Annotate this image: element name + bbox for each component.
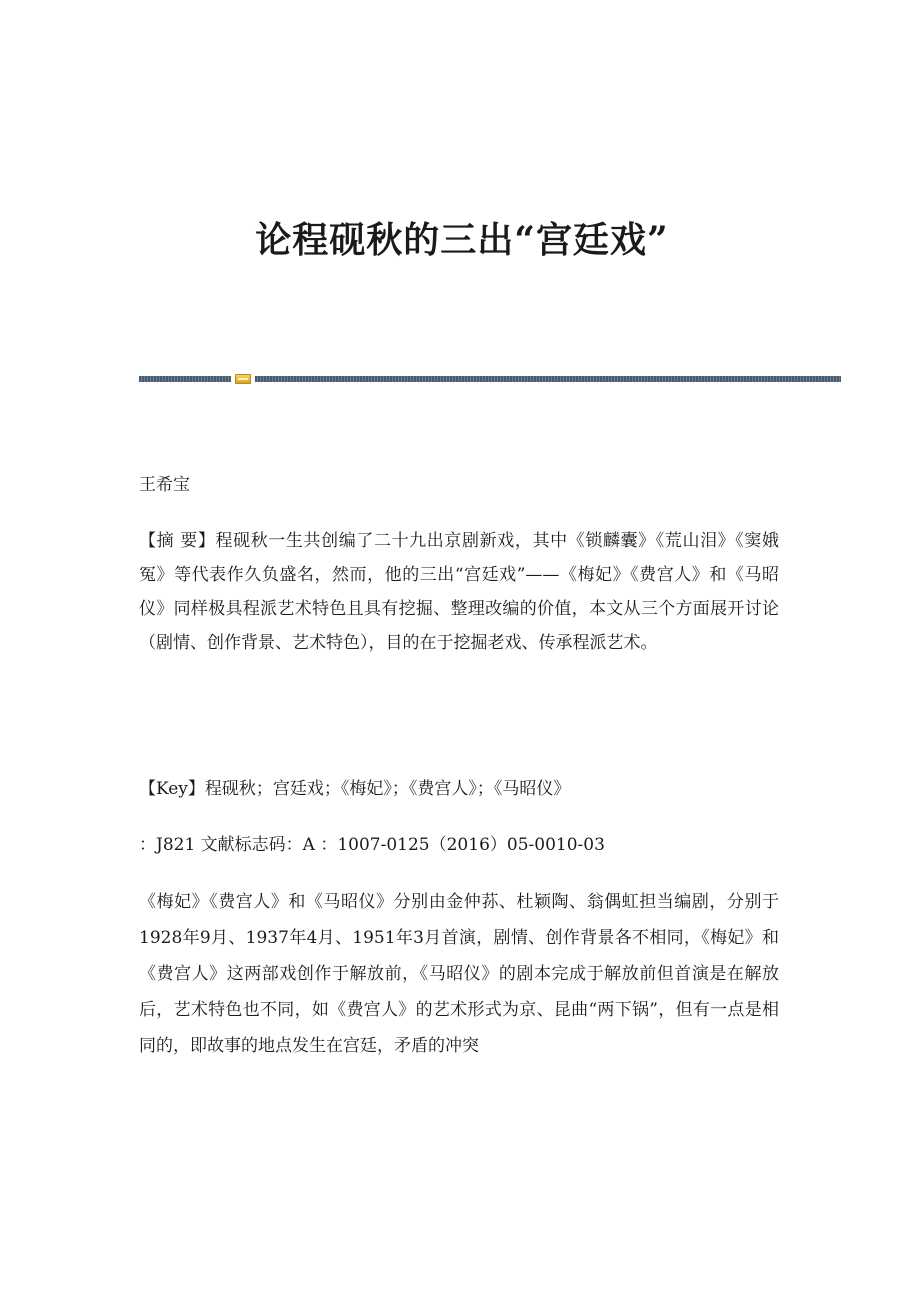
body-paragraph: [139, 884, 779, 1064]
keywords-label: 【Key】: [139, 779, 205, 799]
author-name: 王希宝: [139, 475, 190, 495]
abstract-label: 【摘 要】: [139, 531, 216, 551]
abstract-text: 程砚秋一生共创编了二十九出京剧新戏，其中《锁麟囊》《荒山泪》《窦娥冤》等代表作久负盛名，然而，他的三出“宫廷戏”——《梅妃》《费宫人》和《马昭仪》同样极具程派艺术特色且具有挖掘、整理改编的价值，本文从三个方面展开讨论（剧情、创作背景、艺术特色），目的在于挖掘老戏、传承程派艺术。: [139, 531, 780, 653]
body-paragraph-text: 《梅妃》《费宫人》和《马昭仪》分别由金仲荪、杜颖陶、翁偶虹担当编剧，分别于1928年9月、1937年4月、1951年3月首演，剧情、创作背景各不相同，《梅妃》和《费宫人》这两部戏创作于解放前，《马昭仪》的剧本完成于解放前但首演是在解放后，艺术特色也不同，如《费宫人》的艺术形式为京、昆曲“两下锅”，但有一点是相同的，即故事的地点发生在宫廷，矛盾的冲突: [139, 892, 779, 1056]
keywords-section: [139, 772, 779, 806]
divider-ornament-icon: [235, 374, 251, 384]
title-divider: [139, 374, 841, 384]
abstract-section: [139, 524, 779, 660]
divider-bar-left: [139, 376, 231, 382]
divider-bar-right: [255, 376, 841, 382]
keywords-text: 程砚秋；宫廷戏；《梅妃》；《费宫人》；《马昭仪》: [204, 779, 571, 799]
classification-line: ：J821 文献标志码：A ：1007-0125（2016）05-0010-03: [139, 835, 605, 855]
document-title: 论程砚秋的三出“宫廷戏”: [255, 219, 669, 261]
